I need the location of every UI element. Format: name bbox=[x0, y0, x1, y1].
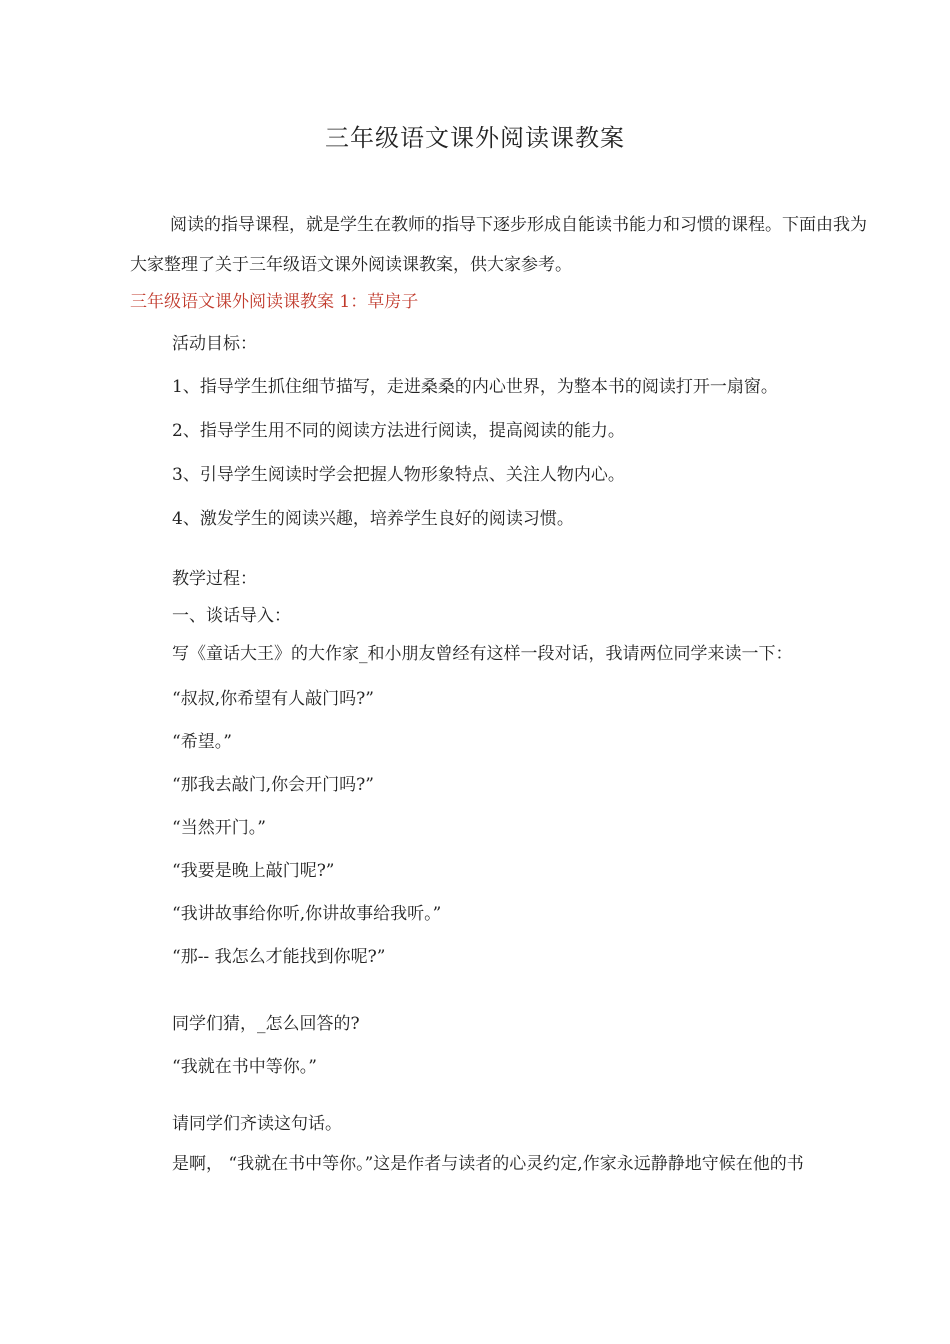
closing-line: 是啊， “我就在书中等你。”这是作者与读者的心灵约定,作家永远静静地守候在他的书 bbox=[172, 1154, 804, 1174]
document-title: 三年级语文课外阅读课教案 bbox=[325, 124, 625, 152]
section-heading: 三年级语文课外阅读课教案 1：草房子 bbox=[130, 292, 419, 312]
dialogue-line: “我讲故事给你听,你讲故事给我听。” bbox=[172, 904, 442, 924]
answer-line: “我就在书中等你。” bbox=[172, 1057, 317, 1077]
dialogue-line: “那我去敲门,你会开门吗?” bbox=[172, 775, 374, 795]
dialogue-line: “叔叔,你希望有人敲门吗?” bbox=[172, 689, 374, 709]
goal-item: 2、指导学生用不同的阅读方法进行阅读，提高阅读的能力。 bbox=[172, 421, 625, 441]
read-together-line: 请同学们齐读这句话。 bbox=[172, 1114, 342, 1134]
dialogue-line: “希望。” bbox=[172, 732, 232, 752]
step1-text: 写《童话大王》的大作家_和小朋友曾经有这样一段对话，我请两位同学来读一下： bbox=[172, 644, 793, 664]
goal-item: 4、激发学生的阅读兴趣，培养学生良好的阅读习惯。 bbox=[172, 509, 574, 529]
process-label: 教学过程： bbox=[172, 569, 257, 589]
question-line: 同学们猜，_怎么回答的? bbox=[172, 1014, 360, 1034]
intro-paragraph: 阅读的指导课程，就是学生在教师的指导下逐步形成自能读书能力和习惯的课程。下面由我为大家整理了关于三年级语文课外阅读课教案，供大家参考。 bbox=[130, 215, 867, 275]
dialogue-line: “那-- 我怎么才能找到你呢?” bbox=[172, 947, 386, 967]
goals-label: 活动目标： bbox=[172, 334, 257, 354]
step1-label: 一、谈话导入： bbox=[172, 606, 291, 626]
goal-item: 1、指导学生抓住细节描写，走进桑桑的内心世界，为整本书的阅读打开一扇窗。 bbox=[172, 377, 778, 397]
dialogue-line: “当然开门。” bbox=[172, 818, 266, 838]
goal-item: 3、引导学生阅读时学会把握人物形象特点、关注人物内心。 bbox=[172, 465, 625, 485]
dialogue-line: “我要是晚上敲门呢?” bbox=[172, 861, 335, 881]
